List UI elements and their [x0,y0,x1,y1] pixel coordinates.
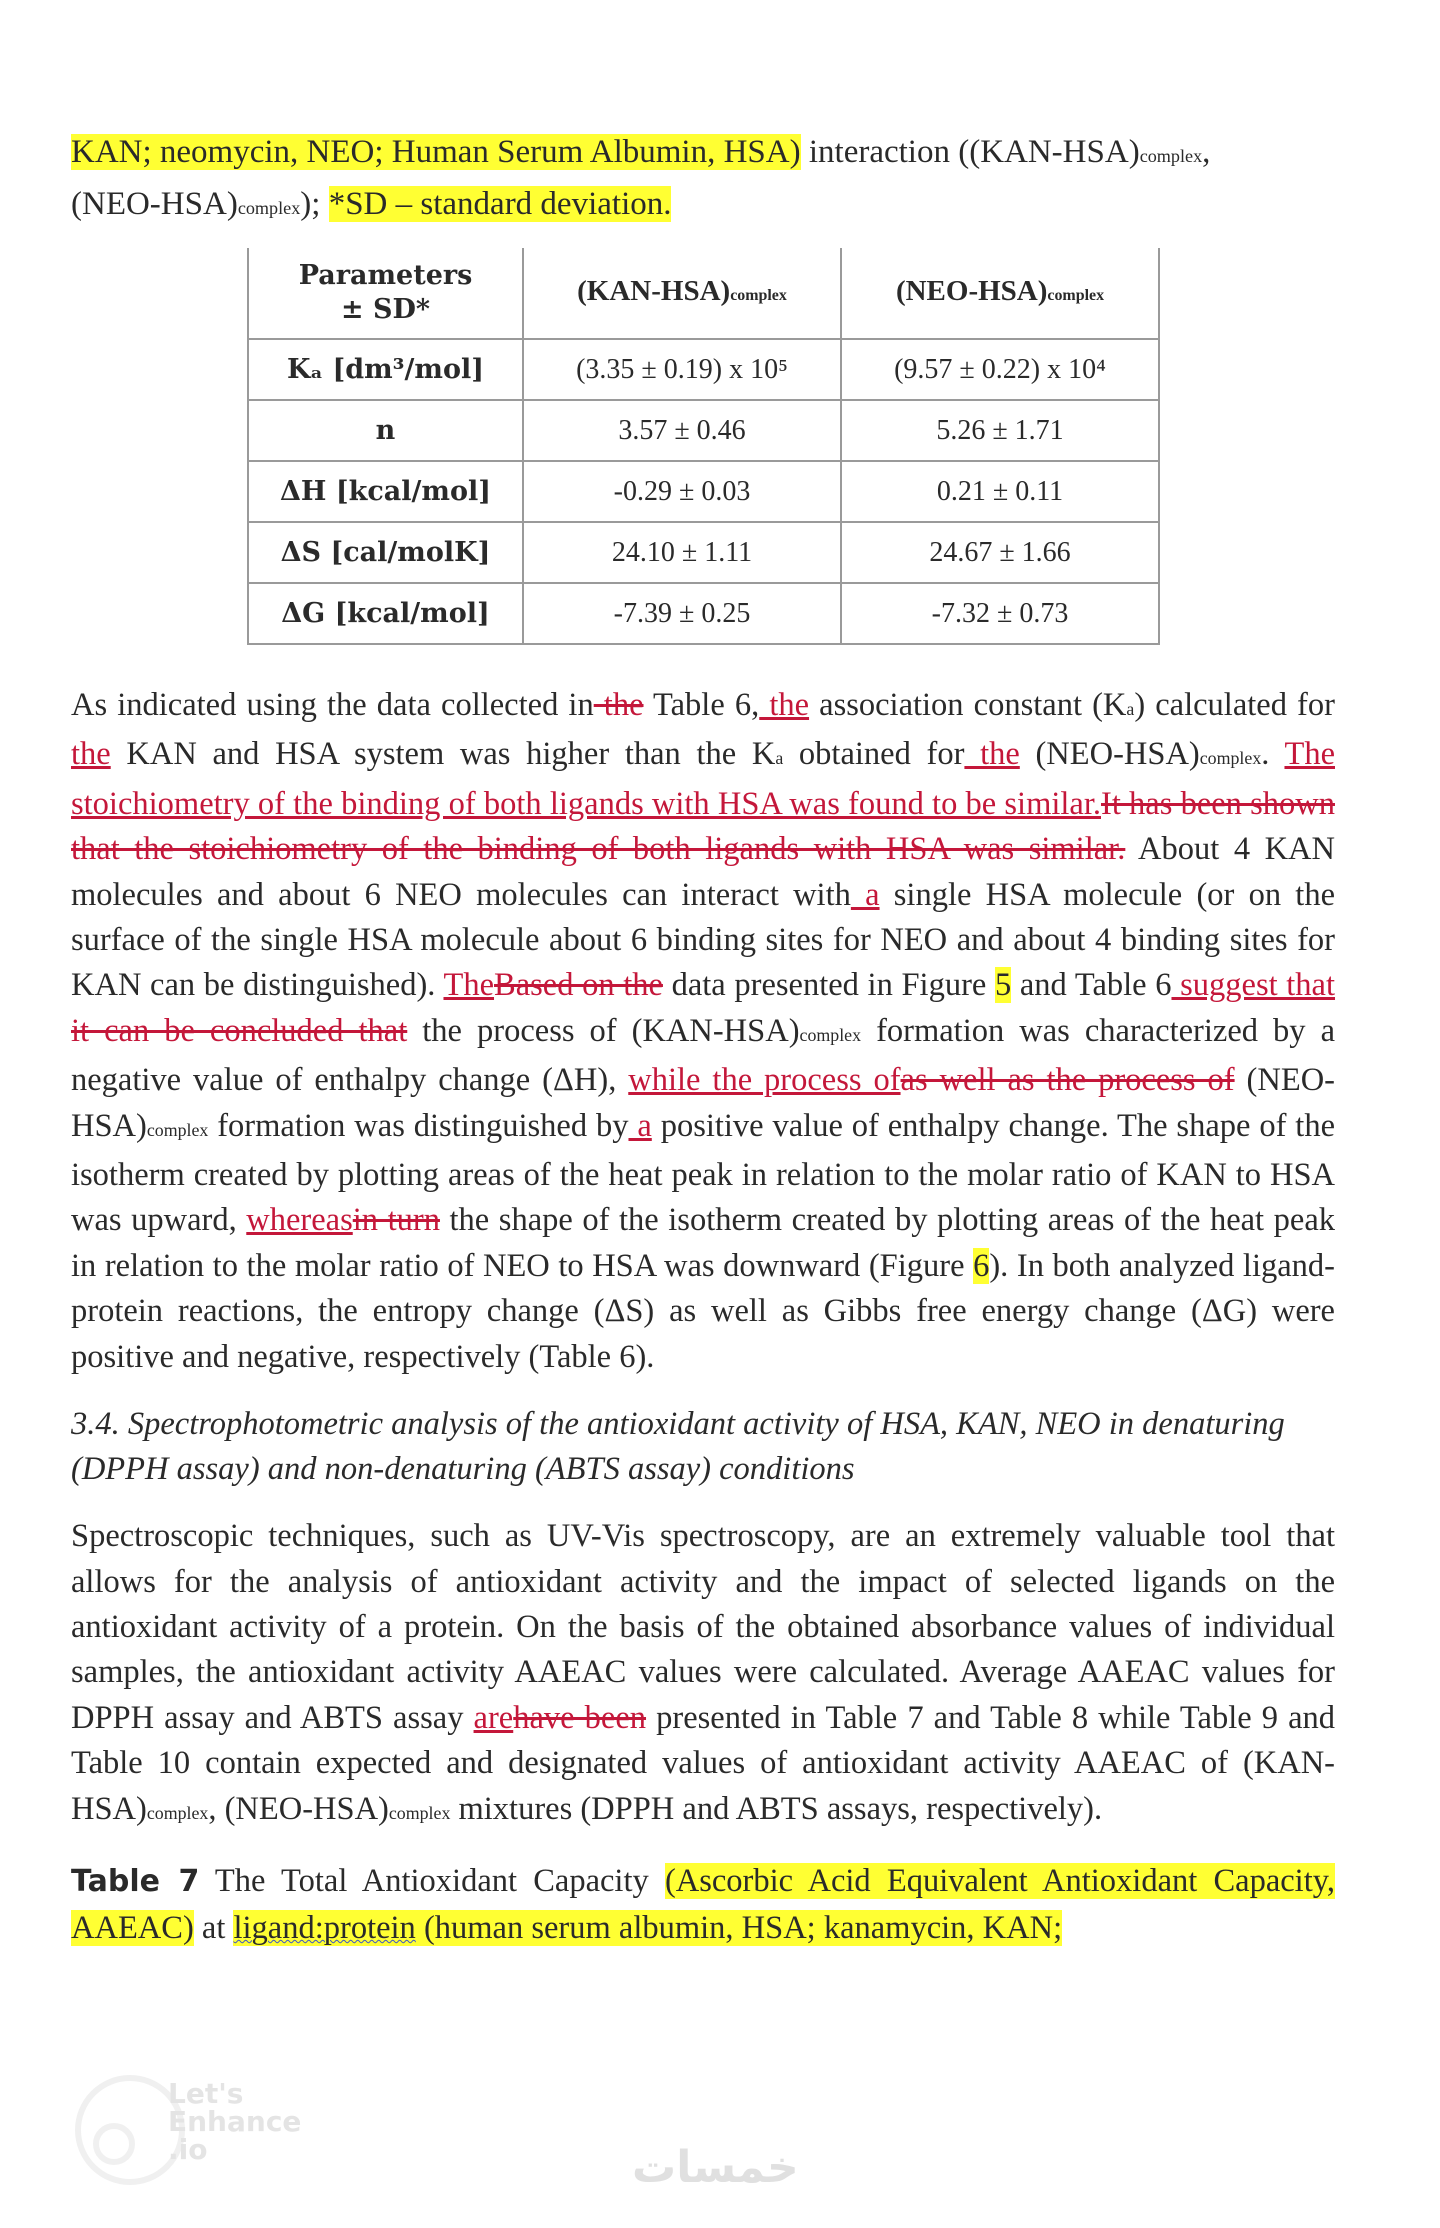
text-run: the process of (KAN-HSA) [407,1012,800,1049]
text-run: data presented in Figure [662,967,995,1004]
text-run: , (NEO-HSA) [208,1790,389,1827]
text-run: (NEO-HSA) [71,186,238,222]
text-run: a [775,748,784,769]
neo-value-cell: 5.26 ± 1.71 [841,400,1159,461]
khamsat-watermark: خمسات [632,2142,799,2193]
text-run: interaction ((KAN-HSA) [800,134,1140,170]
highlight: *SD – standard deviation. [328,186,672,222]
header-parameters: Parameters ± SD* [248,248,523,339]
text-run: complex [388,1802,451,1823]
tracked-deletion: as well as the process of [900,1062,1235,1099]
text-run: formation was distinguished by [208,1107,629,1144]
tracked-insertion: are [473,1699,514,1736]
text-run: (NEO-HSA) [895,274,1048,307]
text-run: complex [730,286,787,304]
tracked-insertion: The [443,967,495,1004]
highlight: 6 [973,1247,990,1284]
text-run: (KAN-HSA) [577,274,731,307]
parameters-table [247,248,1160,645]
kan-value-cell: -7.39 ± 0.25 [523,583,841,644]
text-run: complex [799,1024,862,1045]
tracked-insertion: a [628,1107,652,1144]
tracked-insertion: a [850,876,880,913]
text-run: complex [237,198,301,218]
text-run: Table 6, [643,687,760,723]
tracked-deletion: have been [513,1699,647,1736]
text-run: a [1126,699,1135,719]
highlight: 5 [994,967,1012,1004]
neo-value-cell: (9.57 ± 0.22) x 10⁴ [841,339,1159,400]
text-run: complex [1139,146,1203,166]
text-run: About 4 KAN molecules and about 6 NEO molecules can interact with [71,831,1335,913]
text-run: . [1261,736,1285,773]
highlight: (human serum albumin, HSA; kanamycin, KAN; [415,1909,1063,1946]
kan-value-cell: -0.29 ± 0.03 [523,461,841,522]
kan-value-cell: (3.35 ± 0.19) x 10⁵ [523,339,841,400]
tracked-insertion: the [759,687,810,723]
table-row [248,522,1159,583]
text-run: obtained for [783,736,965,773]
table-row [248,339,1159,400]
table7-caption [71,1858,1335,1952]
tracked-deletion: Based on the [494,967,663,1004]
paragraph-spectroscopy [71,1514,1335,1836]
text-run: complex [146,1802,209,1823]
text-run: ); [300,186,329,222]
param-cell: n [248,400,523,461]
document-page [71,128,1335,1952]
tracked-deletion: the [593,687,644,723]
tracked-insertion: The stoichiometry of the binding of both ligands with HSA was found to be similar. [71,736,1335,822]
param-cell: ΔH [kcal/mol] [248,461,523,522]
neo-value-cell: 0.21 ± 0.11 [841,461,1159,522]
text-run: at [193,1909,234,1946]
highlight: KAN; neomycin, NEO; Human Serum Albumin, HSA) [71,134,801,170]
table-row [248,461,1159,522]
text-run: and Table 6 [1011,967,1172,1004]
text-run: Spectroscopic techniques, such as UV-Vis spectroscopy, are an extremely valuable tool that allows for the analysis of antioxidant activity and the impact of selected ligands on the antioxidant activity of a protein. On the basis of the obtained absorbance values of individual samples, the antioxidant activity AAEAC values were calculated. Average AAEAC values for DPPH assay and ABTS assay [71,1518,1335,1736]
text-run: As indicated using the data collected in [71,687,594,723]
spellcheck-word: ligand:protein [233,1909,416,1946]
param-cell: ΔG [kcal/mol] [248,583,523,644]
param-cell: Kₐ [dm³/mol] [248,339,523,400]
tracked-deletion: in turn [352,1202,440,1239]
text-run: ). In both analyzed ligand-protein reactions, the entropy change (ΔS) as well as Gibbs free energy change (ΔG) were positive and negative, respectively (Table 6). [71,1247,1335,1375]
text-run: association constant (K [809,687,1127,723]
kan-value-cell: 24.10 ± 1.11 [523,522,841,583]
kan-value-cell: 3.57 ± 0.46 [523,400,841,461]
tracked-insertion: while the process of [628,1062,901,1099]
paragraph-results [71,683,1335,1380]
section-heading: 3.4. Spectrophotometric analysis of the antioxidant activity of HSA, KAN, NEO in denaturing (DPPH assay) and non-denaturing (ABTS assay) conditions [71,1406,1285,1488]
table-row [248,583,1159,644]
tracked-insertion: whereas [246,1202,353,1239]
tracked-insertion: the [964,736,1020,773]
text-run: positive value of enthalpy change. The shape of the isotherm created by plotting areas of the heat peak in relation to the molar ratio of KAN to HSA was upward, [71,1107,1335,1239]
header-kan-hsa [523,248,841,339]
text-run: complex [146,1119,209,1140]
text-run: complex [1199,748,1262,769]
header-neo-hsa [841,248,1159,339]
neo-value-cell: -7.32 ± 0.73 [841,583,1159,644]
text-run: the shape of the isotherm created by plotting areas of the heat peak in relation to the molar ratio of NEO to HSA was downward (Figure [71,1202,1335,1284]
text-run: mixtures (DPPH and ABTS assays, respectively). [450,1790,1103,1827]
tracked-deletion: it can be concluded that [71,1012,408,1049]
param-cell: ΔS [cal/molK] [248,522,523,583]
text-run: ) calculated for [1134,687,1335,723]
text-run: formation was characterized by a negative value of enthalpy change (ΔH), [71,1012,1335,1099]
text-run: , [1202,134,1211,170]
text-run: presented in Table 7 and Table 8 while Table 9 and Table 10 contain expected and designated values of antioxidant activity AAEAC of (KAN-HSA) [71,1699,1335,1827]
text-run: The Total Antioxidant Capacity [199,1862,665,1899]
text-run: single HSA molecule (or on the surface of the single HSA molecule about 6 binding sites for NEO and about 4 binding sites for KAN can be distinguished). [71,876,1336,1004]
table-header-row [248,248,1159,339]
tracked-insertion: the [71,736,111,773]
tracked-deletion: It has been shown that the stoichiometry of the binding of both ligands with HSA was similar. [71,785,1335,868]
table-row [248,400,1159,461]
tracked-insertion: suggest that [1171,967,1336,1004]
highlight: (Ascorbic Acid Equivalent Antioxidant Capacity, AAEAC) [71,1862,1336,1946]
text-run: KAN and HSA system was higher than the K [110,736,776,773]
text-run: (NEO-HSA) [71,1062,1335,1144]
neo-value-cell: 24.67 ± 1.66 [841,522,1159,583]
text-run: (NEO-HSA) [1019,736,1200,773]
table-label: Table 7 [71,1863,200,1899]
letsenhance-watermark: Let's Enhance .io [168,2077,302,2166]
table-caption-continued [71,128,1335,232]
text-run: complex [1047,286,1105,304]
